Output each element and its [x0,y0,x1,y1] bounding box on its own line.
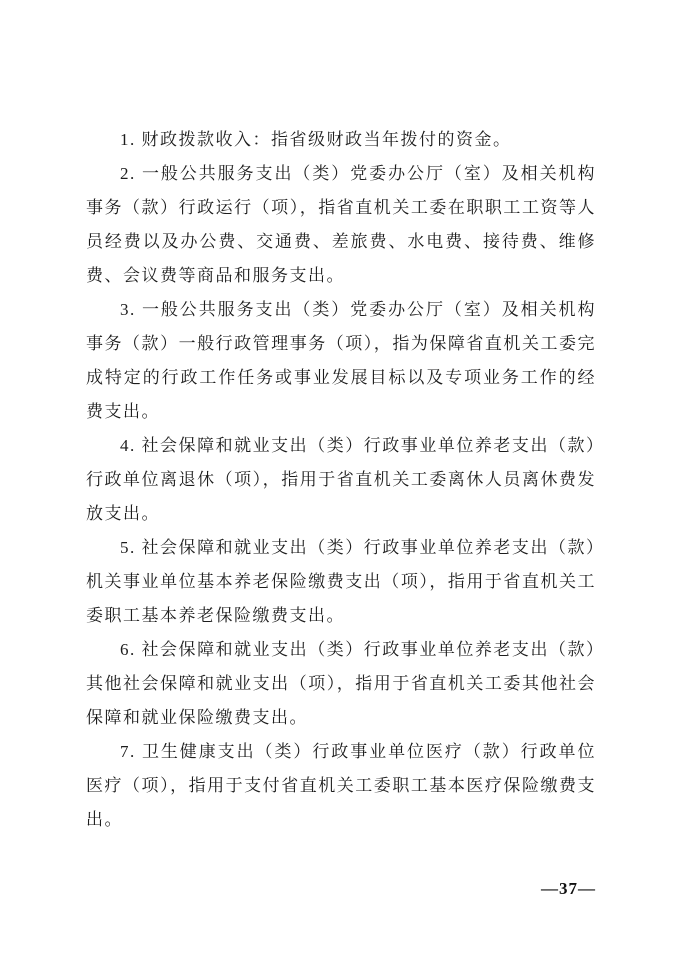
paragraph-1: 1. 财政拨款收入：指省级财政当年拨付的资金。 [120,130,512,149]
paragraph-3: 3. 一般公共服务支出（类）党委办公厅（室）及相关机构事务（款）一般行政管理事务（项），指为保障省直机关工委完成特定的行政工作任务或事业发展目标以及专项业务工作的经费支出。 [86,300,596,421]
page-number: —37— [541,879,596,898]
document-body [86,123,596,837]
paragraph-6: 6. 社会保障和就业支出（类）行政事业单位养老支出（款）其他社会保障和就业支出（项），指用于省直机关工委其他社会保障和就业保险缴费支出。 [86,640,596,727]
paragraph-7: 7. 卫生健康支出（类）行政事业单位医疗（款）行政单位医疗（项），指用于支付省直机关工委职工基本医疗保险缴费支出。 [86,742,596,829]
paragraph-5: 5. 社会保障和就业支出（类）行政事业单位养老支出（款）机关事业单位基本养老保险缴费支出（项），指用于省直机关工委职工基本养老保险缴费支出。 [86,538,596,625]
paragraph-2: 2. 一般公共服务支出（类）党委办公厅（室）及相关机构事务（款）行政运行（项），指省直机关工委在职职工工资等人员经费以及办公费、交通费、差旅费、水电费、接待费、维修费、会议费等商品和服务支出。 [86,164,596,285]
paragraph-4: 4. 社会保障和就业支出（类）行政事业单位养老支出（款）行政单位离退休（项），指用于省直机关工委离休人员离休费发放支出。 [86,436,596,523]
